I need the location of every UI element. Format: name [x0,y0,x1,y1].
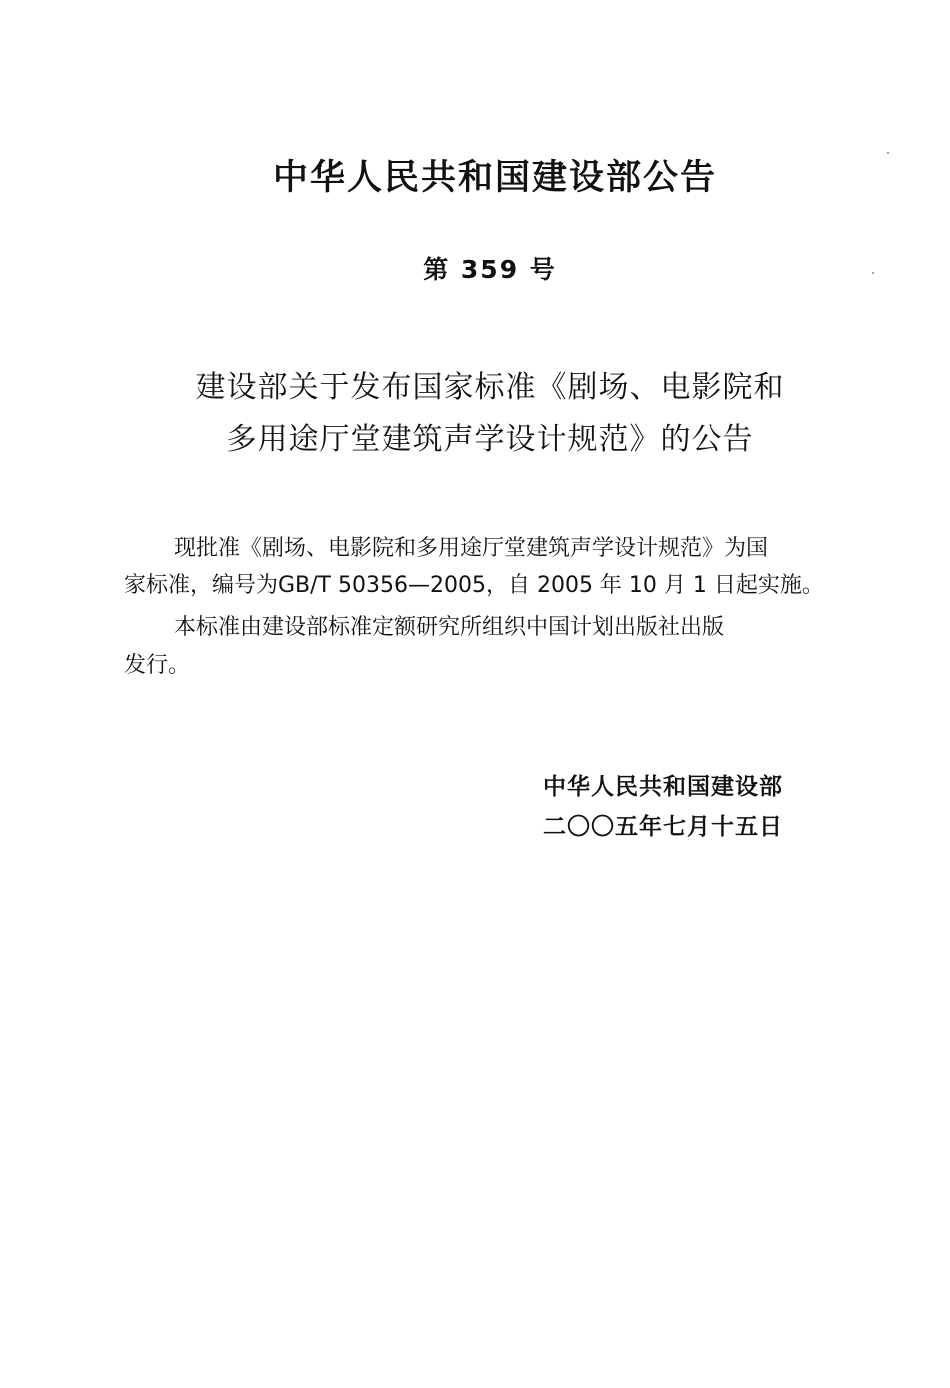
paragraph-1-line-2: 家标准，编号为GB/T 50356—2005，自 2005 年 10 月 1 日起实施。 [124,573,824,598]
paragraph-2-line-2: 发行。 [124,653,191,678]
announcement-title: 中华人民共和国建设部公告 [272,158,717,198]
announcement-subtitle-line-2: 多用途厅堂建筑声学设计规范》的公告 [226,422,754,457]
signature-organization: 中华人民共和国建设部 [543,774,783,800]
announcement-subtitle-line-1: 建设部关于发布国家标准《剧场、电影院和 [195,370,785,405]
announcement-number: 第 359 号 [423,255,557,284]
scan-speck [872,272,874,274]
scan-speck [887,152,889,154]
paragraph-2-line-1: 本标准由建设部标准定额研究所组织中国计划出版社出版 [174,615,725,640]
signature-date: 二〇〇五年七月十五日 [543,814,783,840]
paragraph-1-line-1: 现批准《剧场、电影院和多用途厅堂建筑声学设计规范》为国 [174,536,769,561]
